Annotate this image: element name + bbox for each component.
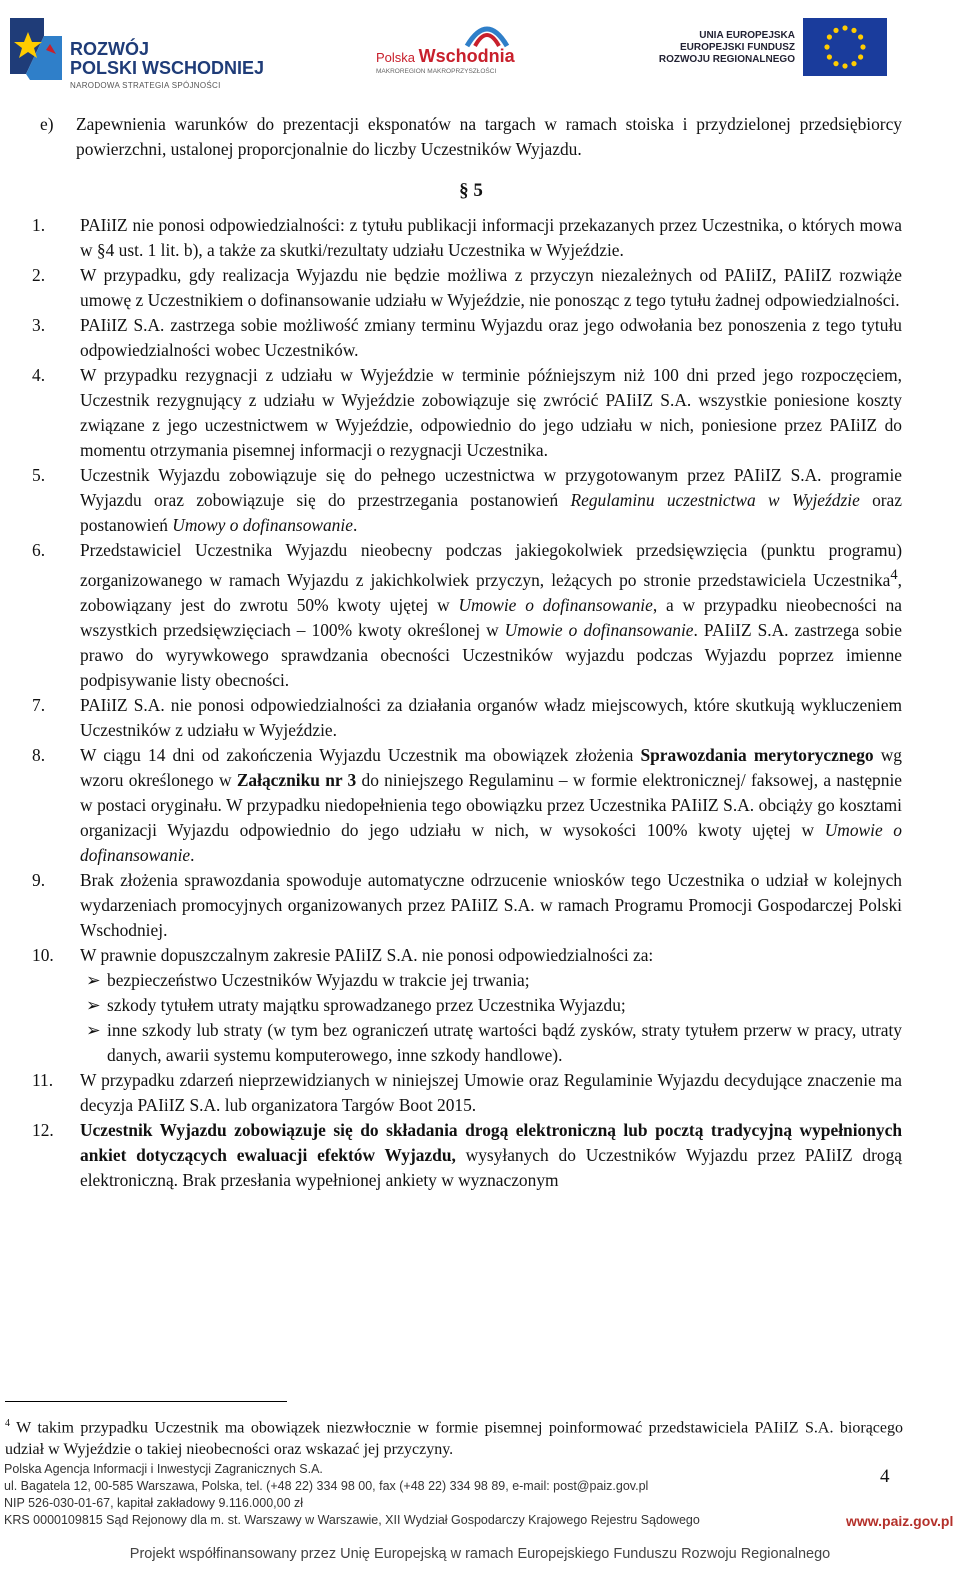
logo-mid-name xyxy=(376,46,515,67)
item-text-italic: Umowy o dofinansowanie xyxy=(172,515,353,535)
item-text: W ciągu 14 dni od zakończenia Wyjazdu Uczestnik ma obowiązek złożenia xyxy=(80,744,641,765)
item-text: W przypadku, gdy realizacja Wyjazdu nie będzie możliwa z przyczyn niezależnych od PAIiIZ, PAIiIZ rozwiąże umowę z Uczestnikiem o dofinansowanie udziału w Wyjeździe, nie ponosząc z tego tytułu żadnej odpowiedzialności. xyxy=(80,265,902,310)
logo-right-text: UNIA EUROPEJSKA EUROPEJSKI FUNDUSZ ROZWOJU REGIONALNEGO xyxy=(658,30,795,65)
item-text: Przedstawiciel Uczestnika Wyjazdu nieobecny podczas jakiegokolwiek przedsięwzięcia (punktu programu) zorganizowanego w ramach Wyjazdu z jakichkolwiek przyczyn, leżących po stronie przedstawiciela Uczestnika xyxy=(80,540,902,590)
footnote xyxy=(5,1413,903,1461)
bullet-text: szkody tytułem utraty majątku sprowadzanego przez Uczestnika Wyjazdu; xyxy=(107,994,626,1015)
item-number: 3. xyxy=(32,315,46,335)
item-text-italic: Umowie o dofinansowanie xyxy=(458,594,653,615)
list-item xyxy=(32,538,902,693)
item-text-italic: Umowie o dofinansowanie xyxy=(80,819,903,865)
list-item xyxy=(32,943,902,968)
item-number: 10. xyxy=(32,944,54,965)
bullet-text: bezpieczeństwo Uczestników Wyjazdu w trakcie jej trwania; xyxy=(107,969,530,990)
item-text: oraz postanowień xyxy=(80,490,902,535)
bullet-item xyxy=(40,968,902,993)
list-item xyxy=(32,263,902,313)
logo-mid-name-b: Wschodnia xyxy=(418,46,515,66)
item-text: . PAIiIZ S.A. zastrzega sobie prawo do wyrywkowego sprawdzania obecności Uczestników wyjazdu podczas Wyjazdu poprzez imienne podpisywanie listy obecności. xyxy=(80,619,902,690)
footnote-text: W takim przypadku Uczestnik ma obowiązek niezwłocznie w formie pisemnej poinformować przedstawiciela PAIiIZ S.A. biorącego udział w Wyjeździe o takiej nieobecności oraz wskazać jej przyczyny. xyxy=(5,1419,903,1459)
logo-polska-wschodnia xyxy=(372,18,542,98)
page-header xyxy=(0,0,960,100)
footer-address xyxy=(4,1461,824,1529)
list-item xyxy=(32,463,902,538)
rpw-emblem-icon xyxy=(6,14,66,84)
bullet-item xyxy=(40,1018,902,1068)
item-text: PAIiIZ nie ponosi odpowiedzialności: z tytułu publikacji informacji przekazanych przez Uczestnika, o których mowa w §4 ust. 1 lit. b), a także za skutki/rezultaty udziału Uczestnika w Wyjeździe. xyxy=(80,215,902,260)
arrow-bullet-icon: ➢ xyxy=(86,994,101,1015)
item-text: wg wzoru określonego w xyxy=(80,744,902,790)
intro-text: Zapewnienia warunków do prezentacji eksponatów na targach w ramach stoiska i przydzielonej przedsiębiorcy powierzchni, ustalonej proporcjonalnie do liczby Uczestników Wyjazdu. xyxy=(76,114,902,159)
project-cofinancing-note: Projekt współfinansowany przez Unię Europejską w ramach Europejskiego Funduszu Rozwoju Regionalnego xyxy=(129,1546,831,1562)
item-number: 11. xyxy=(32,1069,54,1090)
logo-left-name: ROZWÓJ POLSKI WSCHODNIEJ xyxy=(70,39,265,78)
logo-left-subtitle: NARODOWA STRATEGIA SPÓJNOŚCI xyxy=(70,81,221,90)
list-item xyxy=(32,1068,902,1118)
item-text: Brak złożenia sprawozdania spowoduje automatyczne odrzucenie wniosków tego Uczestnika o udział w kolejnych wydarzeniach promocyjnych organizowanych przez PAIiIZ S.A. w ramach Programu Promocji Gospodarczej Polski Wschodniej. xyxy=(80,869,902,940)
footer-line: ul. Bagatela 12, 00-585 Warszawa, Polska, tel. (+48 22) 334 98 00, fax (+48 22) 334 98 89, e-mail: post@paiz.gov.pl xyxy=(4,1479,649,1493)
arrow-bullet-icon: ➢ xyxy=(86,969,101,990)
item-text: PAIiIZ S.A. zastrzega sobie możliwość zmiany terminu Wyjazdu oraz jego odwołania bez ponoszenia z tego tytułu odpowiedzialności wobec Uczestników. xyxy=(80,315,902,360)
intro-label: e) xyxy=(40,114,54,134)
logo-mid-name-a: Polska xyxy=(376,50,419,65)
footer-line: NIP 526-030-01-67, kapitał zakładowy 9.116.000,00 zł xyxy=(4,1496,304,1510)
footer-line: Polska Agencja Informacji i Inwestycji Zagranicznych S.A. xyxy=(4,1462,323,1476)
bullet-list xyxy=(40,968,902,1068)
item-number: 6. xyxy=(32,540,46,560)
footnote-ref: 4 xyxy=(890,567,898,583)
list-item xyxy=(32,743,903,868)
logo-rozwoj-polski-wschodniej xyxy=(4,10,294,90)
list-item xyxy=(32,313,902,363)
item-text: W przypadku rezygnacji z udziału w Wyjeździe w terminie późniejszym niż 100 dni przed jego rozpoczęciem, Uczestnik rezygnujący z udziału w Wyjeździe zobowiązuje się zwrócić PAIiIZ S.A. wszystkie poniesione koszty związane z jego uczestnictwem w Wyjeździe, odpowiednio do jego udziału w nich, poniesione przez PAIiIZ do momentu otrzymania pisemnej informacji o rezygnacji Uczestnika. xyxy=(80,365,902,460)
item-text-bold: Załączniku nr 3 xyxy=(236,769,357,790)
document-body xyxy=(32,112,903,1193)
logo-unia-europejska xyxy=(655,18,890,78)
item-text: W przypadku zdarzeń nieprzewidzianych w niniejszej Umowie oraz Regulaminie Wyjazdu decydujące znaczenie ma decyzja PAIiIZ S.A. lub organizatora Targów Boot 2015. xyxy=(80,1069,902,1115)
item-number: 9. xyxy=(32,869,46,890)
list-item xyxy=(32,1118,902,1193)
item-text-bold: Sprawozdania merytorycznego xyxy=(640,744,874,765)
logo-mid-subtitle: MAKROREGION MAKROPRZYSZŁOŚCI xyxy=(376,68,497,75)
item-number: 12. xyxy=(32,1119,54,1140)
item-number: 4. xyxy=(32,365,46,385)
website-link[interactable]: www.paiz.gov.pl xyxy=(846,1513,954,1529)
item-text-italic: Regulaminu uczestnictwa w Wyjeździe xyxy=(570,490,860,510)
footer-line: KRS 0000109815 Sąd Rejonowy dla m. st. Warszawy w Warszawie, XII Wydział Gospodarczy Krajowego Rejestru Sądowego xyxy=(4,1513,700,1527)
bullet-text: inne szkody lub straty (w tym bez ograniczeń utratę wartości bądź zysków, straty tytułem przerw w pracy, utraty danych, awarii systemu komputerowego, inne szkody handlowe). xyxy=(107,1019,902,1065)
item-number: 1. xyxy=(32,215,46,235)
item-number: 8. xyxy=(32,744,46,765)
list-item xyxy=(32,363,902,463)
section-heading: § 5 xyxy=(459,180,483,201)
eu-flag-icon xyxy=(803,18,887,76)
item-text-italic: Umowie o dofinansowanie xyxy=(504,619,694,640)
list-item xyxy=(32,868,902,943)
item-text: PAIiIZ S.A. nie ponosi odpowiedzialności za działania organów władz miejscowych, które skutkują wykluczeniem Uczestników z udziału w Wyjeździe. xyxy=(80,694,902,740)
bullet-item xyxy=(40,993,902,1018)
item-text: wysyłanych do Uczestników Wyjazdu przez PAIiIZ drogą elektroniczną. Brak przesłania wypełnionej ankiety w wyznaczonym xyxy=(80,1144,902,1190)
item-text: , zobowiązany jest do zwrotu 50% kwoty ujętej w xyxy=(80,569,902,615)
item-text: . xyxy=(190,844,195,865)
arrow-bullet-icon: ➢ xyxy=(86,1019,101,1040)
item-text: W prawnie dopuszczalnym zakresie PAIiIZ S.A. nie ponosi odpowiedzialności za: xyxy=(80,944,654,965)
item-text: , a w przypadku nieobecności na wszystkich przedsięwzięciach – 100% kwoty określonej w xyxy=(80,594,902,640)
item-number: 7. xyxy=(32,694,46,715)
list-item xyxy=(32,693,902,743)
footnote-divider xyxy=(5,1401,287,1402)
item-number: 2. xyxy=(32,265,46,285)
intro-item-e xyxy=(40,112,902,162)
footnote-number: 4 xyxy=(5,1418,10,1429)
item-text: Uczestnik Wyjazdu zobowiązuje się do pełnego uczestnictwa w przygotowanym przez PAIiIZ S.A. programie Wyjazdu oraz zobowiązuje się do przestrzegania postanowień xyxy=(80,465,902,510)
item-number: 5. xyxy=(32,465,46,485)
list-item xyxy=(32,213,902,263)
pw-emblem-icon xyxy=(457,18,517,48)
page-number: 4 xyxy=(880,1466,890,1487)
item-text: do niniejszego Regulaminu – w formie elektronicznej/ faksowej, a następnie w postaci oryginału. W przypadku niedopełnienia tego obowiązku przez Uczestnika PAIiIZ S.A. obciąży go kosztami organizacji Wyjazdu odpowiednio do jego udziału w nich, w wysokości 100% kwoty ujętej w xyxy=(80,769,902,840)
item-text-bold: Uczestnik Wyjazdu zobowiązuje się do składania drogą elektroniczną lub pocztą tradycyjną wypełnionych ankiet dotyczących ewaluacji efektów Wyjazdu, xyxy=(80,1119,902,1165)
item-text: . xyxy=(352,515,358,535)
